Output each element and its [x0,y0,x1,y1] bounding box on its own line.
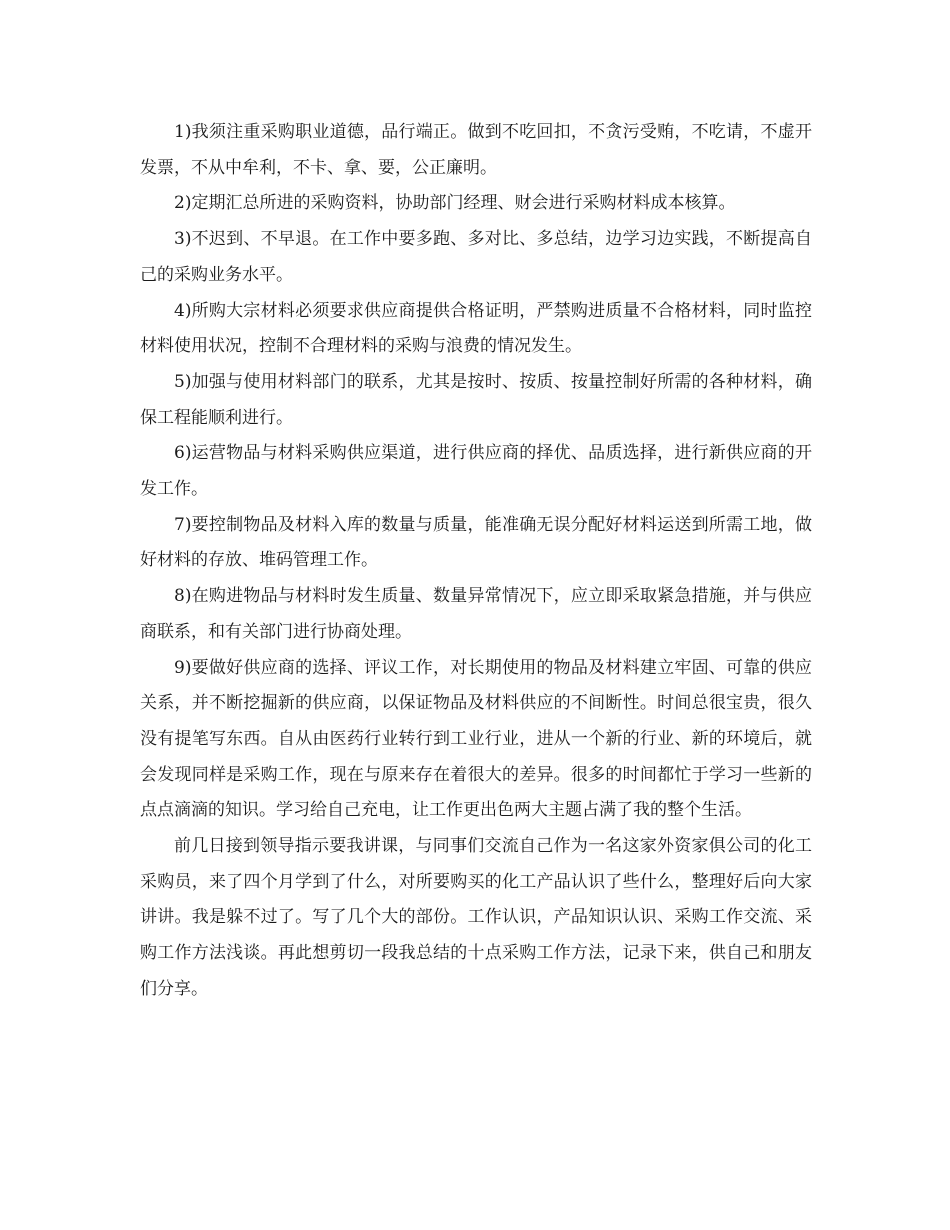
paragraph-6: 6)运营物品与材料采购供应渠道，进行供应商的择优、品质选择，进行新供应商的开发工作。 [140,443,812,500]
paragraph-1: 1)我须注重采购职业道德，品行端正。做到不吃回扣，不贪污受贿，不吃请，不虚开发票，不从中牟利，不卡、拿、要，公正廉明。 [140,122,812,178]
paragraph-2: 2)定期汇总所进的采购资料，协助部门经理、财会进行采购材料成本核算。 [174,193,736,214]
paragraph-10: 前几日接到领导指示要我讲课，与同事们交流自己作为一名这家外资家俱公司的化工采购员，来了四个月学到了什么，对所要购买的化工产品认识了些什么，整理好后向大家讲讲。我是躲不过了。写了几个大的部份。工作认识，产品知识认识、采购工作交流、采购工作方法浅谈。再此想剪切一段我总结的十点采购工作方法，记录下来，供自己和朋友们分享。 [140,836,812,999]
paragraph-3: 3)不迟到、不早退。在工作中要多跑、多对比、多总结，边学习边实践，不断提高自己的采购业务水平。 [140,229,812,285]
paragraph-4: 4)所购大宗材料必须要求供应商提供合格证明，严禁购进质量不合格材料，同时监控材料使用状况，控制不合理材料的采购与浪费的情况发生。 [140,300,812,357]
paragraph-5: 5)加强与使用材料部门的联系，尤其是按时、按质、按量控制好所需的各种材料，确保工程能顺利进行。 [140,371,812,428]
paragraph-9: 9)要做好供应商的选择、评议工作，对长期使用的物品及材料建立牢固、可靠的供应关系，并不断挖掘新的供应商，以保证物品及材料供应的不间断性。时间总很宝贵，很久没有提笔写东西。自从由医药行业转行到工业行业，进从一个新的行业、新的环境后，就会发现同样是采购工作，现在与原来存在着很大的差异。很多的时间都忙于学习一些新的点点滴滴的知识。学习给自己充电，让工作更出色两大主题占满了我的整个生活。 [140,657,812,821]
paragraph-7: 7)要控制物品及材料入库的数量与质量，能准确无误分配好材料运送到所需工地，做好材料的存放、堆码管理工作。 [140,514,812,571]
document-body [140,115,812,1008]
paragraph-8: 8)在购进物品与材料时发生质量、数量异常情况下，应立即采取紧急措施，并与供应商联系，和有关部门进行协商处理。 [140,586,812,642]
